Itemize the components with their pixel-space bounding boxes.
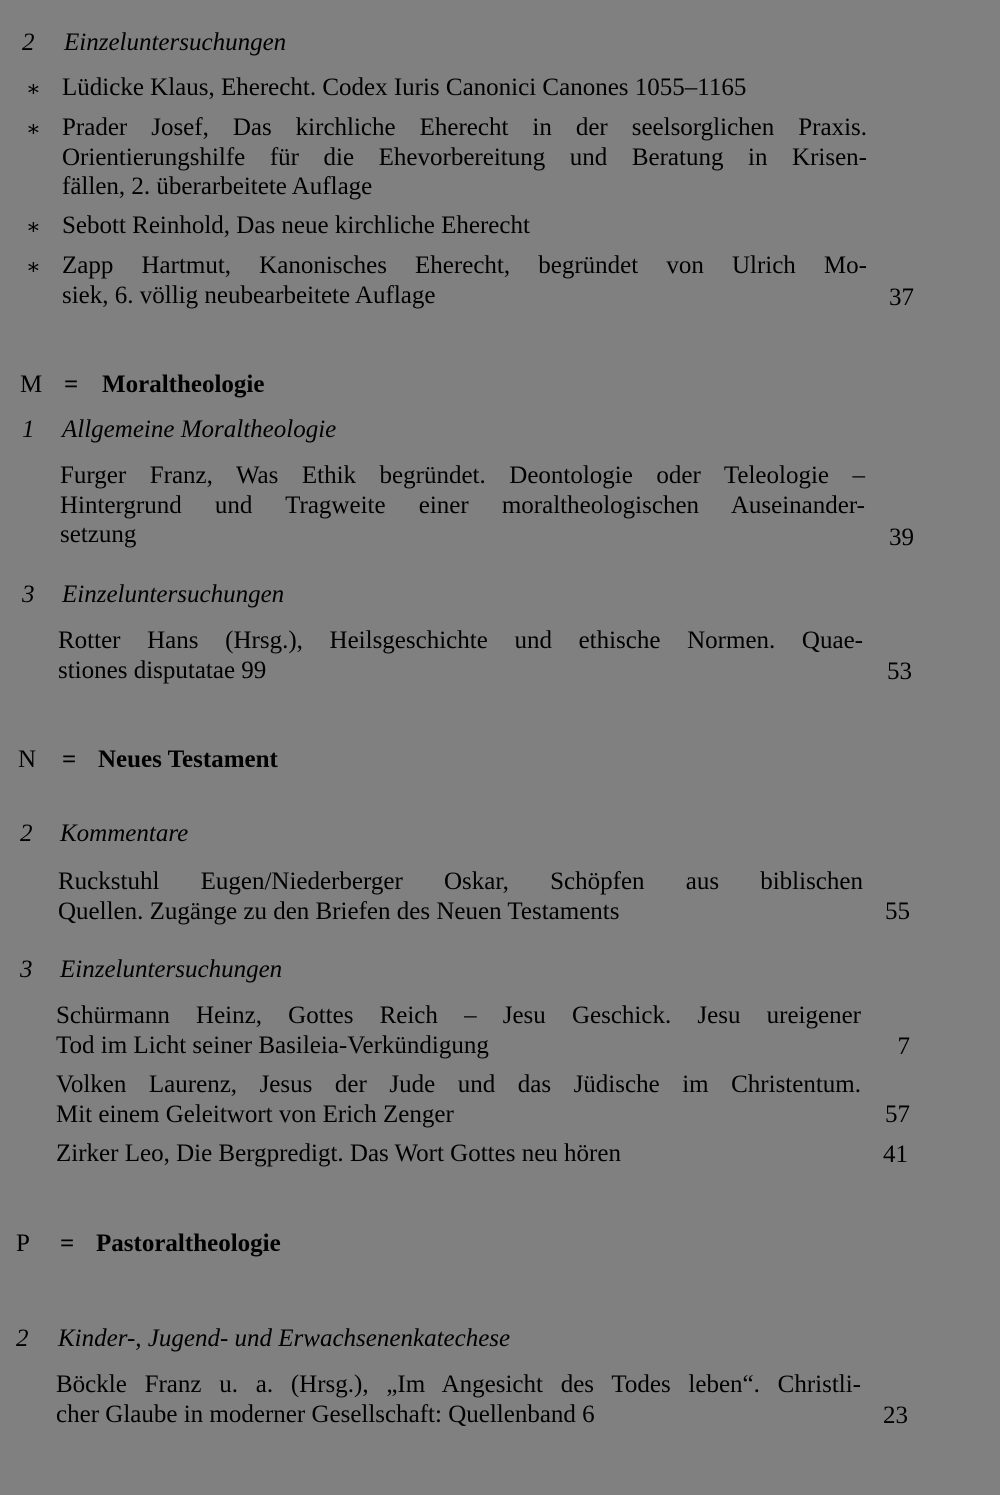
page-number: 55 xyxy=(885,898,910,925)
equals-sign: = xyxy=(64,371,79,398)
bibliography-entry xyxy=(58,626,863,685)
page-number: 53 xyxy=(887,658,912,685)
page-number: 7 xyxy=(897,1033,910,1060)
subsection-title: Kinder-, Jugend- und Erwachsenenkatechese xyxy=(58,1325,511,1352)
asterisk-marker: ∗ xyxy=(26,254,41,279)
subsection-title: Allgemeine Moraltheologie xyxy=(62,416,337,443)
entry-line: Mit einem Geleitwort von Erich Zenger xyxy=(56,1100,454,1128)
subsection-title: Kommentare xyxy=(60,820,189,847)
entry-line: Volken Laurenz, Jesus der Jude und das Jüdische im Christentum. xyxy=(56,1071,861,1098)
bibliography-entry xyxy=(62,211,867,241)
section-title: Neues Testament xyxy=(98,746,278,773)
bibliography-entry xyxy=(56,1370,861,1429)
entry-line: stiones disputatae 99 xyxy=(58,656,267,684)
bibliography-entry xyxy=(56,1070,861,1129)
entry-line: fällen, 2. überarbeitete Auflage xyxy=(62,173,373,200)
subsection-title: Einzeluntersuchungen xyxy=(60,956,283,983)
entry-line: setzung xyxy=(60,521,137,548)
subsection-number: 3 xyxy=(22,581,35,608)
entry-line: Hintergrund und Tragweite einer moraltheologischen Auseinander- xyxy=(60,491,865,519)
entry-line: Prader Josef, Das kirchliche Eherecht in der seelsorglichen Praxis. xyxy=(62,114,867,141)
page-number: 57 xyxy=(885,1101,910,1128)
asterisk-marker: ∗ xyxy=(26,116,41,141)
equals-sign: = xyxy=(60,1230,75,1257)
page-number: 41 xyxy=(883,1141,908,1168)
section-title: Moraltheologie xyxy=(102,371,265,398)
subsection-number: 2 xyxy=(22,29,35,56)
bibliography-entry xyxy=(62,73,867,103)
page-number: 39 xyxy=(889,524,914,551)
section-letter: N xyxy=(18,746,37,773)
equals-sign: = xyxy=(62,746,77,773)
page-number: 37 xyxy=(889,284,914,311)
bibliography-entry xyxy=(60,461,865,550)
entry-line: Furger Franz, Was Ethik begründet. Deontologie oder Teleologie – xyxy=(60,462,865,489)
entry-line: Zapp Hartmut, Kanonisches Eherecht, begründet von Ulrich Mo- xyxy=(62,252,867,279)
subsection-number: 3 xyxy=(20,956,33,983)
section-title: Pastoraltheologie xyxy=(96,1230,281,1257)
subsection-title: Einzeluntersuchungen xyxy=(64,29,287,56)
entry-line: Ruckstuhl Eugen/Niederberger Oskar, Schöpfen aus biblischen xyxy=(58,868,863,895)
page-number: 23 xyxy=(883,1402,908,1429)
entry-line: Schürmann Heinz, Gottes Reich – Jesu Geschick. Jesu ureigener xyxy=(56,1002,861,1029)
entry-line: Quellen. Zugänge zu den Briefen des Neuen Testaments xyxy=(58,897,620,925)
asterisk-marker: ∗ xyxy=(26,76,41,101)
subsection-title: Einzeluntersuchungen xyxy=(62,581,285,608)
entry-line: Sebott Reinhold, Das neue kirchliche Eherecht xyxy=(62,212,530,239)
section-letter: M xyxy=(20,371,43,398)
subsection-number: 2 xyxy=(20,820,33,847)
entry-line: Zirker Leo, Die Bergpredigt. Das Wort Gottes neu hören xyxy=(56,1140,621,1167)
entry-line: Böckle Franz u. a. (Hrsg.), „Im Angesicht des Todes leben“. Christli- xyxy=(56,1371,861,1398)
entry-line: Rotter Hans (Hrsg.), Heilsgeschichte und ethische Normen. Quae- xyxy=(58,627,863,654)
entry-line: Orientierungshilfe für die Ehevorbereitung und Beratung in Krisen- xyxy=(62,143,867,171)
bibliography-entry xyxy=(56,1139,861,1169)
section-letter: P xyxy=(16,1230,30,1257)
subsection-number: 1 xyxy=(22,416,35,443)
entry-line: Lüdicke Klaus, Eherecht. Codex Iuris Canonici Canones 1055–1165 xyxy=(62,74,747,101)
asterisk-marker: ∗ xyxy=(26,214,41,239)
bibliography-entry xyxy=(62,251,867,310)
entry-line: siek, 6. völlig neubearbeitete Auflage xyxy=(62,281,436,309)
entry-line: Tod im Licht seiner Basileia-Verkündigung xyxy=(56,1031,489,1059)
bibliography-entry xyxy=(56,1001,861,1060)
bibliography-entry xyxy=(62,113,867,202)
subsection-number: 2 xyxy=(16,1325,29,1352)
entry-line: cher Glaube in moderner Gesellschaft: Quellenband 6 xyxy=(56,1400,595,1428)
bibliography-entry xyxy=(58,867,863,926)
